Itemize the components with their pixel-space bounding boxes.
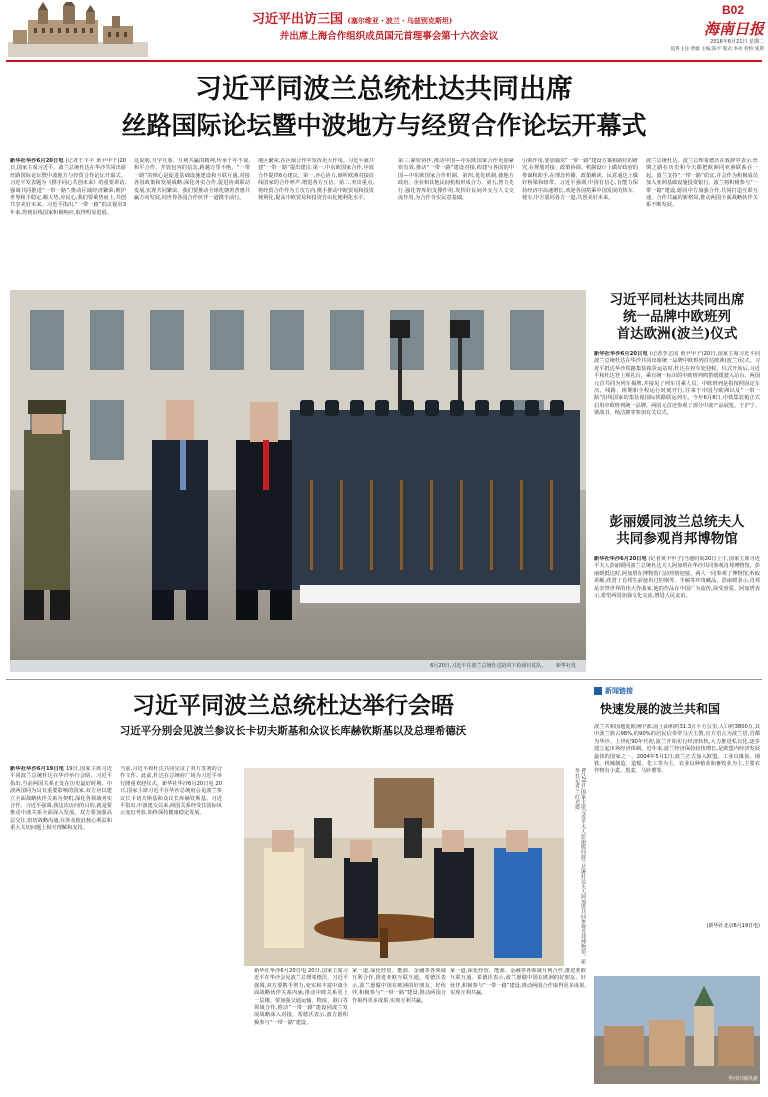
lead-photo-caption xyxy=(430,662,576,669)
series-countries: (塞尔维亚・波兰・乌兹别克斯坦) xyxy=(347,16,453,25)
side-story-2-text: (记者黄尹甲子)当地时间20日上午,国家主席习近平夫人彭丽媛同波兰总统杜达夫人阿加塔在华沙共同参观肖邦博物馆。彭丽媛抵达时,阿加塔在博物馆门前热情迎接。两人一同参观了博物馆,听取讲解,欣赏了肖邦生前使用过的钢琴、手稿等珍贵藏品。彭丽媛表示,肖邦是享誉世界的伟大作曲家,他的作品在中国广为流传,深受喜爱。阿加塔表示,希望两国加强文化交流,增进人民友谊。 xyxy=(594,556,760,600)
second-col-2: 当前,习近平和杜达共同见证了双方签署的合作文件。此前,杜达在总统府广场为习近平举行隆重欢迎仪式。新华社华沙6月20日电 20日,国家主席习近平在华沙总统府会见波兰参议长卡切夫斯基和众议长库赫钦斯基。习近平指出,中波建交以来,两国关系经受住国际风云变幻考验,始终保持健康稳定发展。 xyxy=(120,766,222,817)
side-story-1-title-line3: 首达欧洲(波兰)仪式 xyxy=(616,326,738,342)
guard-review-photo xyxy=(10,290,586,660)
news-link-photo xyxy=(594,976,760,1084)
side-story-2-body xyxy=(594,556,760,668)
side-story-2-dateline: 新华社华沙6月20日电 xyxy=(594,556,647,562)
side-story-1-text: (记者李志国 黄尹甲子)20日,国家主席习近平同波兰总统杜达在华沙共同出席统一品牌中欧班列首达欧洲(波兰)仪式。习近平抵达华沙铁路集装箱货运站时,杜达在停车处迎候。仪式开始后,习近平和杜达登上观礼台。乘有统一标识的中欧班列鸣笛缓缓驶入站台。两国元首共同为列车揭牌,并接见了列车司乘人员。中欧班列是指按照固定车次、线路、班期和全程运行时刻开行,往来于中国与欧洲以及“一带一路”沿线国家的集装箱国际铁路联运列车。今年6月8日,中铁集装箱正式启用中欧班列统一品牌。两国元首还参观了部分中波产品展览。王沪宁、栗战书、杨洁篪等参加有关仪式。 xyxy=(594,351,760,417)
second-col-3: 新华社华沙6月20日电 20日,国家主席习近平在华沙会见波兰总理希德沃。习近平强调,双方要携手努力,充实和丰富中波全面战略伙伴关系内涵,推动中欧关系更上一层楼。要加强交通运输、物流、港口等领域合作,推动“一带一路”建设同波兰发展战略深入对接。希德沃表示,波方愿积极参与“一带一路”建设。 xyxy=(254,968,348,1026)
news-link-badge xyxy=(594,686,760,696)
second-col-5-text: 家一道,深化经贸、能源、金融等各领域互利合作,推进亚欧互联互通。希德沃表示,波兰愿做中国在欧洲的好朋友、好伙伴,积极参与“一带一路”建设,推动两国合作取得更多成果,实现互利共赢。 xyxy=(450,968,586,997)
header-rule xyxy=(6,60,762,62)
second-headline-title: 习近平同波兰总统杜达举行会晤 xyxy=(132,692,454,719)
lead-col-2: 这说明,互学互鉴、互利共赢的精神,传承千年不衰,和平合作、开放包容的信念,跨越万里不绝。“一带一路”的核心是促进基础设施建设和互联互通,对接各国政策和发展战略,深化务实合作,促进协调联动发展,实现共同繁荣。我们要推动全球化朝着普惠共赢方向发展,同世界各国合作伙伴一道携手前行。 xyxy=(134,158,250,202)
lead-col-1-text: (记者王丰丰 黄尹甲子)20日,国家主席习近平、波兰总统杜达在华沙共同出席丝路国际论坛暨中波地方与经贸合作论坛开幕式。习近平发表题为《携手同心共创未来》的重要讲话,强调共同推进“一带一路”,推动区域经济繁荣,维护世界和平稳定,顺大势,应民心,我们要乘势而上,共创共享美好未来。习近平指出,“一带一路”倡议提出3年来,得到沿线国家积极响应,取得明显进展。 xyxy=(10,158,126,216)
second-col-1 xyxy=(10,766,112,1086)
lead-col-3: 地区繁荣,在区域合作中发挥更大作用。习近平就共建“一带一路”提出建议:第一,中东欧国家合作,中波合作提供6点建议。第一,齐心协力,倾听欧洲对接沿线国家的合作呼声,增进各方互信。第二,突出重点,将经贸合作作为主攻方向,携手推动中欧贸易和投资便利化,提高中欧贸易和投资自由化便利化水平。 xyxy=(258,158,374,202)
second-photo xyxy=(244,768,564,966)
lead-headline-line1: 习近平同波兰总统杜达共同出席 xyxy=(195,74,573,105)
side-story-2-title-line2: 共同参观肖邦博物馆 xyxy=(616,531,738,547)
lead-col-6: 波兰总统杜达、波兰总理希德沃在致辞中表示,丝绸之路在历史和今天都把欧洲同亚洲联系在一起。波兰支持“一带一路”倡议,并会作为积极成员加入亚洲基础设施投资银行。波兰将积极参与“一带一路”建设,愿同中方加强合作,共同打造互联互通、合作共赢的新格局,推动两国全面战略伙伴关系不断发展。 xyxy=(646,158,758,209)
side-story-1-title-line1: 习近平同杜达共同出席 xyxy=(609,292,745,308)
news-link-badge-text: 新闻链接 xyxy=(605,687,633,695)
museum-visit-photo xyxy=(244,768,564,966)
second-dateline: 新华社华沙6月19日电 xyxy=(10,766,65,772)
second-headline-subtitle: 习近平分别会见波兰参议长卡切夫斯基和众议长库赫钦斯基以及总理希德沃 xyxy=(119,725,467,737)
news-link-text: 波兰共和国地处欧洲中部,国土面积约31.3万平方公里,人口约3800万,其中波兰族占98%,约90%的居民信奉罗马天主教,官方语言为波兰语,首都为华沙。上世纪90年代初,波兰开始实行经济转轨,大力推进私有化,逐步建立起市场经济体制。近年来,波兰经济保持较快增长,是欧盟内经济发展最快的国家之一。2004年5月1日,波兰正式加入欧盟。工业以煤炭、钢铁、机械制造、造船、化工等为主。农业以种植业和畜牧业为主,主要农作物有小麦、黑麦、马铃薯等。 xyxy=(594,724,760,775)
lead-col-5: 引领作用,要加强对“一带一路”建设方案和路径的研究,在规划对接、政策协调、机制设计上做好政府的参谋和助手,在理念传播、政策解读、民意通达上做好桥梁和纽带。习近平强调,中国有信心,有能力保持经济中高速增长,欢迎各国搭乘中国发展的快车、便车,中方愿同各方一道,共创美好未来。 xyxy=(522,158,638,202)
series-title-main: 习近平出访三国 xyxy=(252,12,344,27)
news-link-body xyxy=(594,724,760,920)
side-story-1-body xyxy=(594,351,760,509)
series-subtitle: 并出席上海合作组织成员国元首理事会第十六次会议 xyxy=(279,31,499,42)
news-link-title: 快速发展的波兰共和国 xyxy=(600,702,721,716)
lead-body xyxy=(10,158,758,282)
second-col-5 xyxy=(450,968,586,1086)
masthead xyxy=(0,0,768,60)
mid-rule xyxy=(6,679,762,680)
second-headline xyxy=(20,690,566,740)
series-title xyxy=(252,8,552,27)
side-story-2-title xyxy=(594,514,760,548)
news-link-credit: (新华社北京6月19日电) xyxy=(706,923,760,929)
lead-headline-line2: 丝路国际论坛暨中波地方与经贸合作论坛开幕式 xyxy=(121,111,647,140)
lead-col-1 xyxy=(10,158,126,282)
second-col-4: 家一道,深化经贸、能源、金融等各领域互利合作,推进亚欧互联互通。希德沃表示,波兰愿做中国在欧洲的好朋友、好伙伴,积极参与“一带一路”建设,推动两国合作取得更多成果,实现互利共赢。 xyxy=(352,968,446,1004)
lead-photo xyxy=(10,290,586,672)
link-icon xyxy=(594,687,602,695)
castle-illustration xyxy=(8,2,148,57)
page-number: B02 xyxy=(722,3,745,17)
lead-dateline: 新华社华沙6月20日电 xyxy=(10,158,64,164)
side-story-2-title-line1: 彭丽媛同波兰总统夫人 xyxy=(609,514,745,530)
lead-photo-caption-text: 6月20日,习近平在波兰总统杜达陪同下检阅仪仗队。 xyxy=(430,663,547,669)
side-story-1-title-line2: 统一品牌中欧班列 xyxy=(623,309,731,325)
paper-name: 海南日报 xyxy=(703,20,764,38)
lead-headline xyxy=(40,72,728,144)
second-photo-caption: 6月20日,国家主席习近平夫人彭丽媛同波兰总统杜达夫人阿加塔共同参观肖邦博物馆。新华社记者 兰红光摄 xyxy=(574,768,586,965)
side-story-2 xyxy=(594,514,760,674)
news-link-photo-caption: 华沙旧城风貌 xyxy=(727,1076,758,1082)
side-story-1 xyxy=(594,292,760,512)
second-col-1-text: 19日,国家主席习近平同波兰总统杜达在华沙举行会晤。习近平指出,当前两国关系正处在历史最好时期。中波两国同为具有重要影响的国家,双方应以建立全面战略伙伴关系为契机,深化各领域务实合作。习近平强调,我这次访问的目的,就是要推动中波关系全面深入发展。双方要加强高层交往,密切战略沟通,在涉及彼此核心利益和重大关切问题上相互理解和支持。 xyxy=(10,766,112,832)
editor-line: 值班主任:黄媛 主编:陈平 版式:李冰 检校:张斯 xyxy=(670,47,764,52)
news-link xyxy=(594,686,760,1086)
warsaw-old-town-photo xyxy=(594,976,760,1084)
side-story-1-title xyxy=(594,292,760,343)
lead-col-4: 第三,紧密协作,推动中国—中东欧国家合作更加紧密有效,推动“一带一路”建设对接,构建与各国的中国—中东欧国家合作机制。第四,优化机制,使地方政府、企业和其他民间机构形成合力。第五,智力先行,强化智库的支撑作用,发挥好民间外交与人文交流作用,为合作夯实民意基础。 xyxy=(398,158,514,202)
date-line: 2016年6月21日 星期二 xyxy=(710,39,764,45)
lead-photo-credit: 新华社发 xyxy=(555,663,576,669)
side-story-1-dateline: 新华社华沙6月20日电 xyxy=(594,351,648,357)
